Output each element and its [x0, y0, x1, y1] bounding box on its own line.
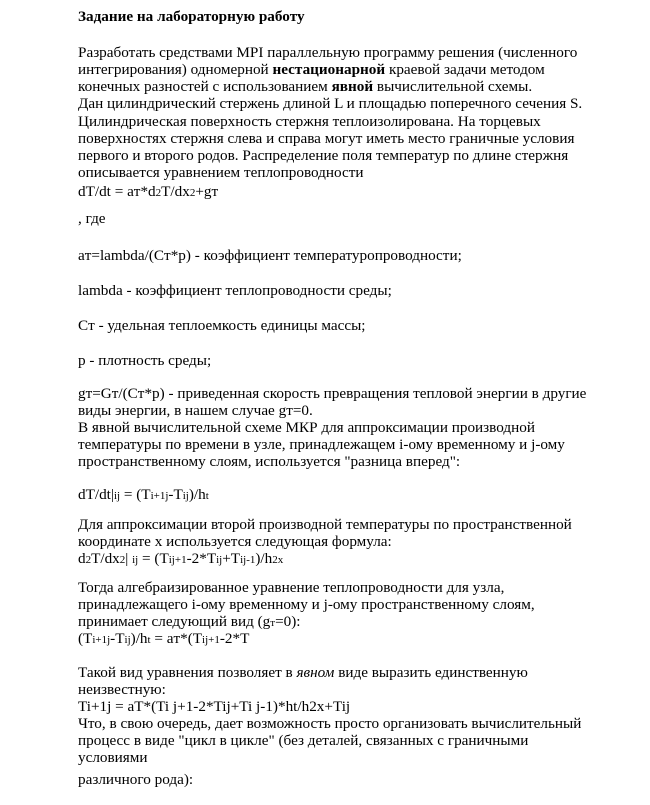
- intro-line-1: Разработать средствами MPI параллельную программу решения (численного: [78, 44, 578, 61]
- intro-line-8: описывается уравнением теплопроводности: [78, 164, 364, 181]
- where-label: , где: [78, 210, 106, 227]
- explicit-line-1: В явной вычислительной схеме МКР для аппроксимации производной: [78, 419, 535, 436]
- second-deriv-line-2: координате x используется следующая формула:: [78, 533, 392, 550]
- explicit-solution-formula: Ti+1j = aT*(Ti j+1-2*Tij+Ti j-1)*ht/h2x+Tij: [78, 698, 351, 715]
- intro-line-6: поверхностях стержня слева и справа могут иметь место граничные условия: [78, 130, 575, 147]
- form-line-6: условиями: [78, 749, 148, 766]
- intro-line-4: Дан цилиндрический стержень длиной L и площадью поперечного сечения S.: [78, 95, 583, 112]
- form-line-5: процесс в виде "цикл в цикле" (без деталей, связанных с граничными: [78, 732, 529, 749]
- def-energy-rate-1: gт=Gт/(Cт*p) - приведенная скорость превращения тепловой энергии в другие: [78, 385, 587, 402]
- page-title: Задание на лабораторную работу: [78, 8, 305, 25]
- def-density: p - плотность среды;: [78, 352, 212, 369]
- def-energy-rate-2: виды энергии, в нашем случае gт=0.: [78, 402, 313, 419]
- intro-line-5: Цилиндрическая поверхность стержня теплоизолирована. На торцевых: [78, 113, 541, 130]
- form-line-4: Что, в свою очередь, дает возможность просто организовать вычислительный: [78, 715, 582, 732]
- intro-line-7: первого и второго родов. Распределение поля температур по длине стержня: [78, 147, 569, 164]
- algeb-line-3: принимает следующий вид (gт=0):: [78, 613, 301, 630]
- def-lambda: lambda - коэффициент теплопроводности среды;: [78, 282, 392, 299]
- intro-line-3: конечных разностей с использованием явной вычислительной схемы.: [78, 78, 533, 95]
- intro-line-2: интегрирования) одномерной нестационарной краевой задачи методом: [78, 61, 545, 78]
- algebraic-equation: (Ti+1j-Tij)/ht = aт*(Tij+1-2*T: [78, 630, 250, 647]
- time-derivative-formula: dT/dt|ij = (Ti+1j-Tij)/ht: [78, 486, 209, 503]
- second-deriv-line-1: Для аппроксимации второй производной температуры по пространственной: [78, 516, 572, 533]
- space-derivative-formula: d2T/dx2| ij = (Tij+1-2*Tij+Tij-1)/h2x: [78, 550, 284, 567]
- algeb-line-2: принадлежащего i-ому временному и j-ому пространственному слоям,: [78, 596, 535, 613]
- def-diffusivity: aт=lambda/(Cт*p) - коэффициент температуропроводности;: [78, 247, 462, 264]
- form-line-1: Такой вид уравнения позволяет в явном виде выразить единственную: [78, 664, 528, 681]
- def-heat-capacity: Cт - удельная теплоемкость единицы массы;: [78, 317, 366, 334]
- explicit-line-2: температуры по времени в узле, принадлежащем i-ому временному и j-ому: [78, 436, 565, 453]
- form-line-7: различного рода):: [78, 771, 194, 788]
- explicit-line-3: пространственному слоям, используется "разница вперед":: [78, 453, 461, 470]
- form-line-2: неизвестную:: [78, 681, 166, 698]
- heat-equation: dT/dt = aт*d2T/dx2+gт: [78, 183, 219, 200]
- algeb-line-1: Тогда алгебраизированное уравнение теплопроводности для узла,: [78, 579, 505, 596]
